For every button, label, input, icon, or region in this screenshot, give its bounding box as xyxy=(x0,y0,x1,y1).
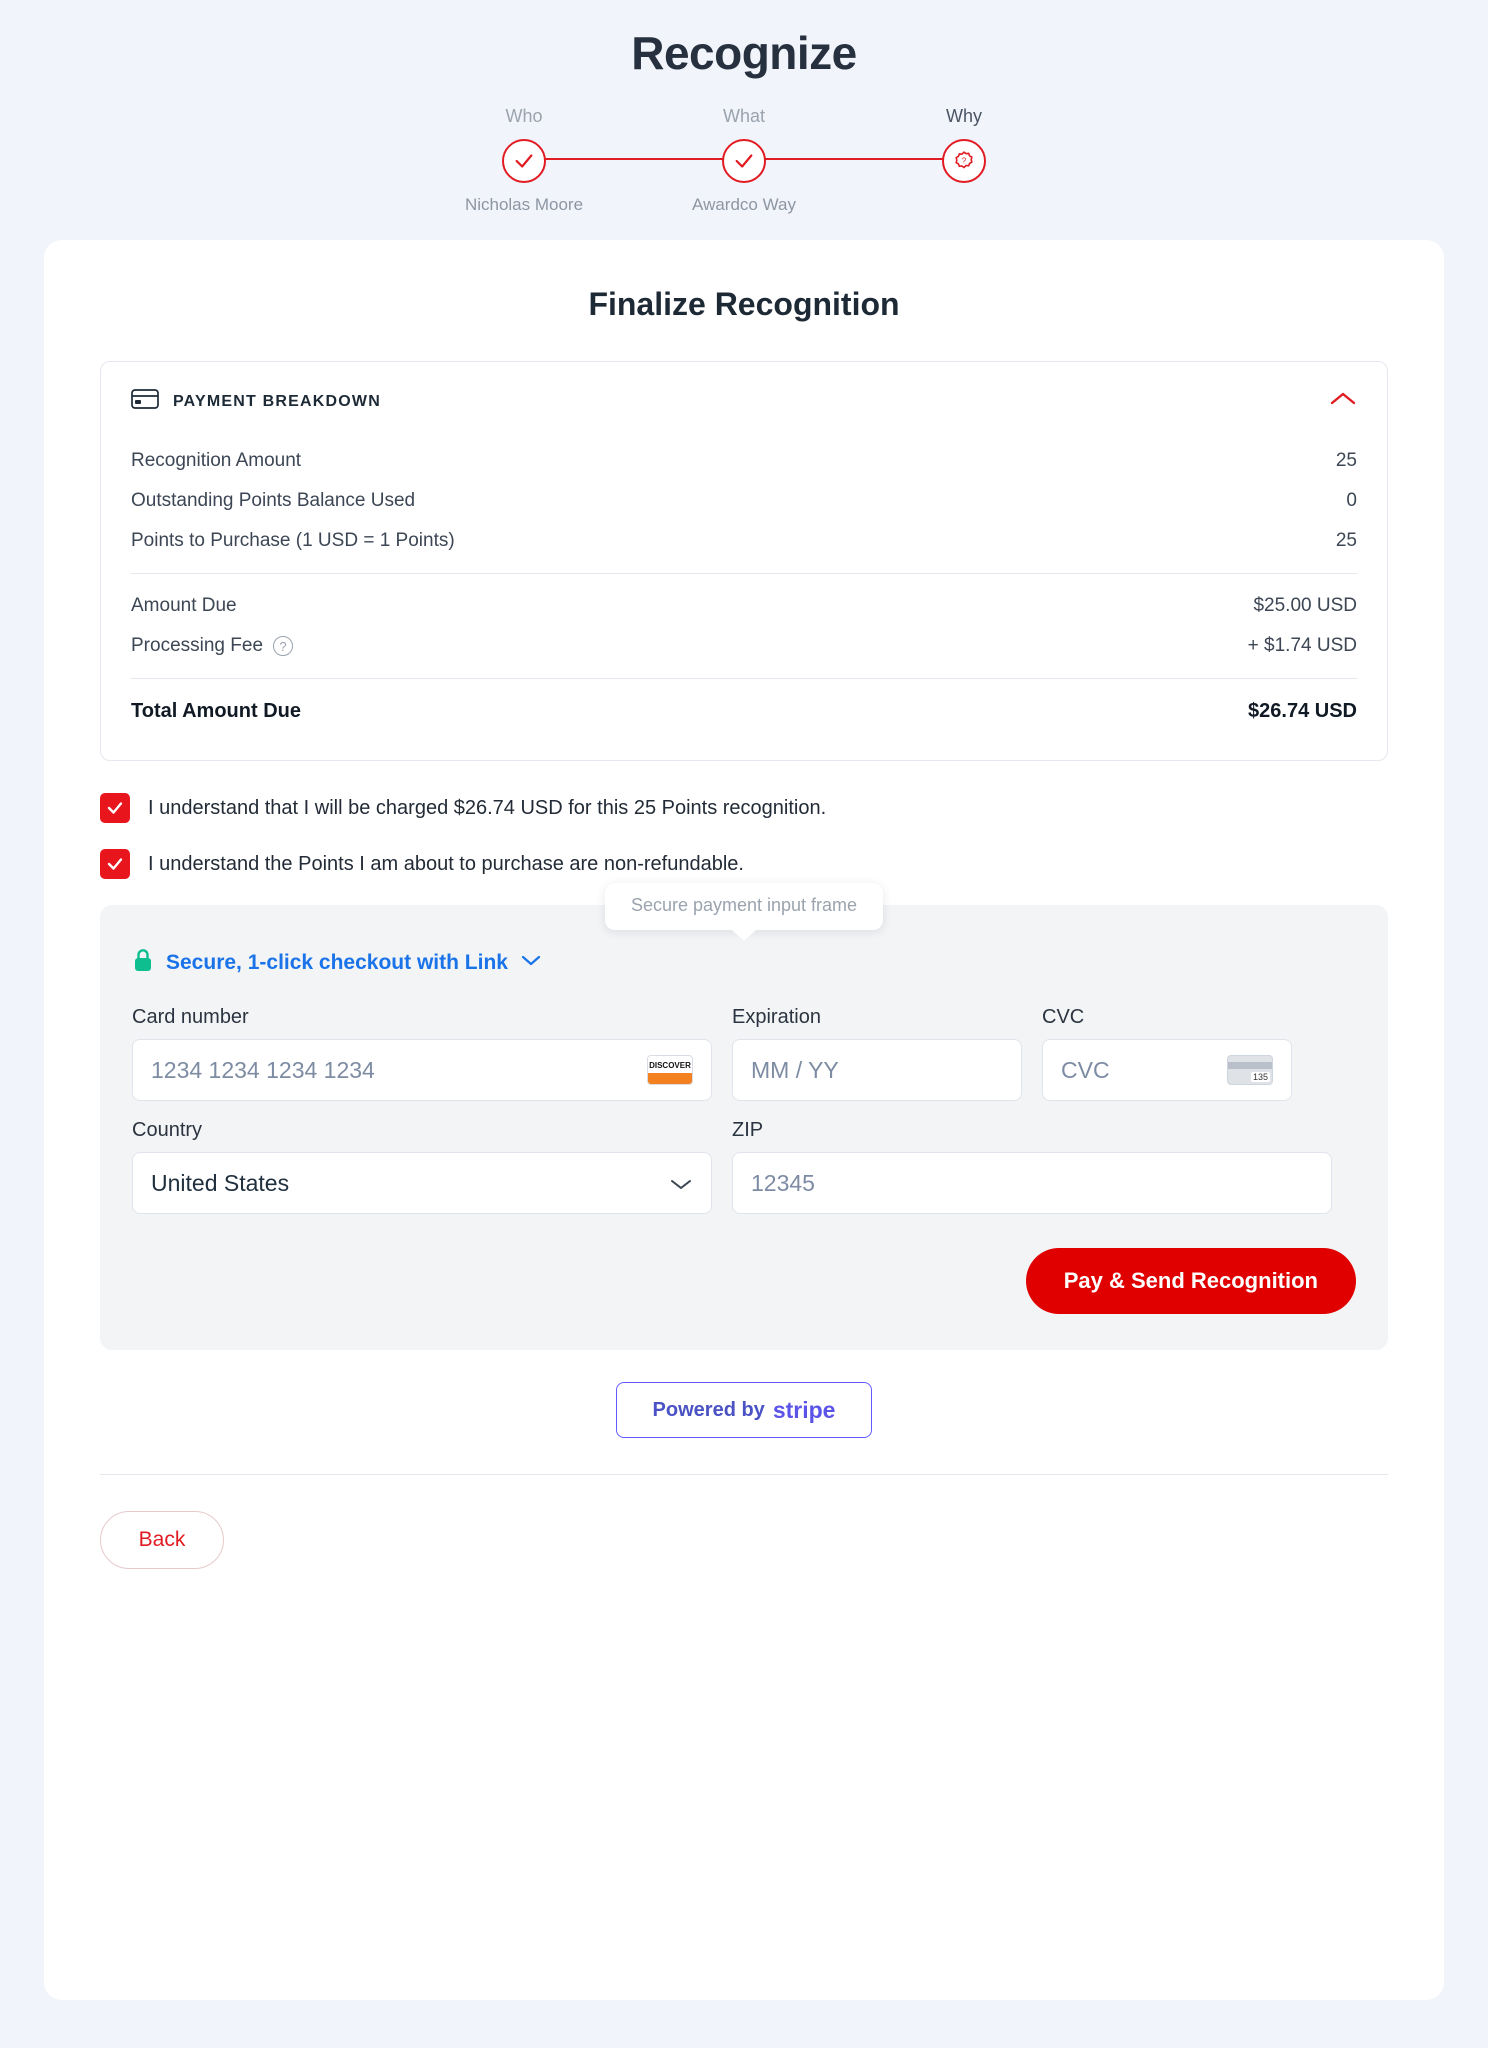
row-value: 25 xyxy=(1335,530,1357,551)
expiration-input[interactable] xyxy=(732,1039,1022,1101)
payment-breakdown-panel xyxy=(100,361,1388,761)
lock-icon xyxy=(132,947,154,978)
divider xyxy=(100,1474,1388,1475)
card-number-placeholder: 1234 1234 1234 1234 xyxy=(151,1056,375,1083)
secure-payment-section xyxy=(100,895,1388,1350)
stepper-step-who-value: Nicholas Moore xyxy=(464,195,584,214)
help-icon[interactable]: ? xyxy=(273,636,293,656)
cvc-placeholder: CVC xyxy=(1061,1056,1110,1083)
country-label: Country xyxy=(132,1119,203,1141)
stepper-step-who[interactable] xyxy=(424,106,624,217)
expiration-field xyxy=(732,1006,1022,1101)
row-label: Recognition Amount xyxy=(131,450,302,471)
checkbox-row-refund[interactable] xyxy=(100,849,1388,879)
checkbox-refund[interactable] xyxy=(100,849,130,879)
divider xyxy=(131,678,1357,679)
cvc-field xyxy=(1042,1006,1292,1101)
cvc-input[interactable] xyxy=(1042,1039,1292,1101)
payment-breakdown-header[interactable] xyxy=(131,388,1357,415)
secure-frame-tooltip: Secure payment input frame xyxy=(605,883,883,930)
page-title: Recognize xyxy=(631,27,857,79)
stripe-payment-panel xyxy=(100,905,1388,1350)
acknowledgement-checkboxes xyxy=(100,793,1388,879)
expiration-placeholder: MM / YY xyxy=(751,1056,839,1083)
finalize-card xyxy=(44,240,1444,2000)
table-row xyxy=(131,521,1357,561)
cvc-label: CVC xyxy=(1042,1006,1085,1028)
row-label: Points to Purchase (1 USD = 1 Points) xyxy=(131,530,455,551)
link-checkout-row[interactable] xyxy=(132,947,1356,978)
row-label: Outstanding Points Balance Used xyxy=(131,490,416,511)
svg-text:?: ? xyxy=(961,156,967,166)
expiration-label: Expiration xyxy=(732,1006,821,1028)
checkbox-charge-label: I understand that I will be charged $26.74 USD for this 25 Points recognition. xyxy=(148,796,827,819)
table-row xyxy=(131,481,1357,521)
country-field xyxy=(132,1119,712,1214)
checkbox-charge[interactable] xyxy=(100,793,130,823)
zip-label: ZIP xyxy=(732,1119,764,1141)
row-value: $25.00 USD xyxy=(1253,595,1357,616)
processing-fee-label: Processing Fee xyxy=(131,635,264,656)
check-icon xyxy=(502,139,546,183)
stepper-step-why[interactable] xyxy=(864,106,1064,217)
row-label: Amount Due xyxy=(131,595,237,616)
table-row xyxy=(131,626,1357,666)
zip-placeholder: 12345 xyxy=(751,1169,815,1196)
credit-card-icon xyxy=(131,388,159,415)
total-row xyxy=(131,691,1357,732)
table-row xyxy=(131,586,1357,626)
total-value: $26.74 USD xyxy=(1248,700,1357,722)
chevron-down-icon[interactable] xyxy=(520,953,542,972)
zip-field xyxy=(732,1119,1332,1214)
stepper-step-what-value: Awardco Way xyxy=(692,195,796,214)
cvc-hint-number: 135 xyxy=(1252,1072,1268,1082)
stepper-step-why-value xyxy=(864,195,1064,217)
row-value: + $1.74 USD xyxy=(1247,635,1357,656)
country-value: United States xyxy=(151,1169,290,1196)
link-checkout-label: Secure, 1-click checkout with Link xyxy=(166,950,508,974)
row-value: 0 xyxy=(1346,490,1357,511)
check-icon xyxy=(722,139,766,183)
pay-and-send-button[interactable]: Pay & Send Recognition xyxy=(1026,1248,1356,1314)
card-number-input[interactable] xyxy=(132,1039,712,1101)
payment-fields-row-2 xyxy=(132,1119,1356,1214)
table-row xyxy=(131,441,1357,481)
total-label: Total Amount Due xyxy=(131,700,301,722)
progress-stepper xyxy=(424,106,1064,226)
card-number-label: Card number xyxy=(132,1006,249,1028)
powered-by-stripe-badge xyxy=(616,1382,872,1438)
card-title: Finalize Recognition xyxy=(588,286,900,322)
divider xyxy=(131,573,1357,574)
powered-by-text: Powered by xyxy=(652,1398,765,1421)
zip-input[interactable] xyxy=(732,1152,1332,1214)
card-number-field xyxy=(132,1006,712,1101)
chevron-down-icon[interactable] xyxy=(669,1170,693,1197)
stepper-step-what[interactable] xyxy=(644,106,844,217)
chevron-up-icon[interactable] xyxy=(1329,390,1357,413)
checkbox-refund-label: I understand the Points I am about to purchase are non-refundable. xyxy=(148,852,744,875)
stripe-wordmark: stripe xyxy=(772,1396,836,1423)
stepper-step-what-label: What xyxy=(722,106,765,126)
country-select[interactable] xyxy=(132,1152,712,1214)
row-label xyxy=(131,635,293,657)
badge-question-icon xyxy=(942,139,986,183)
payment-breakdown-title: PAYMENT BREAKDOWN xyxy=(173,392,381,410)
pay-row xyxy=(132,1248,1356,1314)
checkbox-row-charge[interactable] xyxy=(100,793,1388,823)
discover-card-icon: DISCOVER xyxy=(647,1055,693,1085)
back-button[interactable]: Back xyxy=(100,1511,224,1569)
stepper-step-why-label: Why xyxy=(946,106,982,126)
row-value: 25 xyxy=(1335,450,1357,471)
cvc-hint-icon xyxy=(1227,1055,1273,1085)
payment-fields-row-1 xyxy=(132,1006,1356,1101)
stepper-step-who-label: Who xyxy=(505,106,543,126)
